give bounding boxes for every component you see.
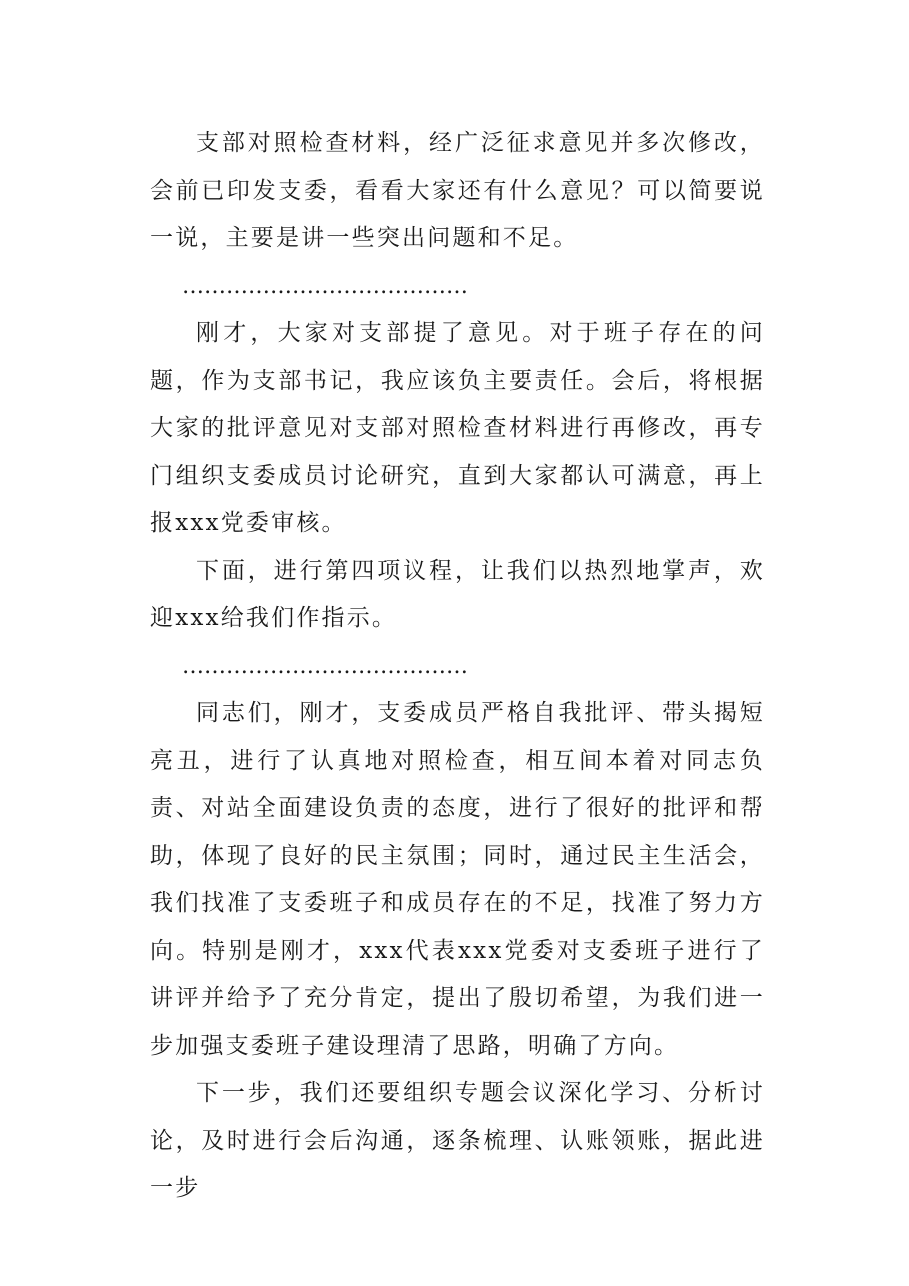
paragraph-agenda-item-four: 下面，进行第四项议程，让我们以热烈地掌声，欢迎xxx给我们作指示。 <box>150 557 765 631</box>
paragraph-summary-remarks: 同志们，刚才，支委成员严格自我批评、带头揭短亮丑，进行了认真地对照检查，相互间本着对同志负责、对站全面建设负责的态度，进行了很好的批评和帮助，体现了良好的民主氛围；同时，通过民主生活会，我们找准了支委班子和成员存在的不足，找准了努力方向。特别是刚才，xxx代表xxx党委对支委班子进行了讲评并给予了充分肯定，提出了殷切希望，为我们进一步加强支委班子建设理清了思路，明确了方向。 <box>150 700 765 1059</box>
document-body <box>150 120 765 1213</box>
ellipsis-separator: ………………………………… <box>182 653 468 679</box>
paragraph-next-steps: 下一步，我们还要组织专题会议深化学习、分析讨论，及时进行会后沟通，逐条梳理、认账领账，据此进一步 <box>150 1080 765 1201</box>
paragraph-review-materials: 支部对照检查材料，经广泛征求意见并多次修改，会前已印发支委，看看大家还有什么意见？可以简要说一说，主要是讲一些突出问题和不足。 <box>150 130 765 251</box>
paragraph-secretary-response: 刚才，大家对支部提了意见。对于班子存在的问题，作为支部书记，我应该负主要责任。会后，将根据大家的批评意见对支部对照检查材料进行再修改，再专门组织支委成员讨论研究，直到大家都认可满意，再上报xxx党委审核。 <box>150 320 765 536</box>
ellipsis-separator: ………………………………… <box>182 273 468 299</box>
